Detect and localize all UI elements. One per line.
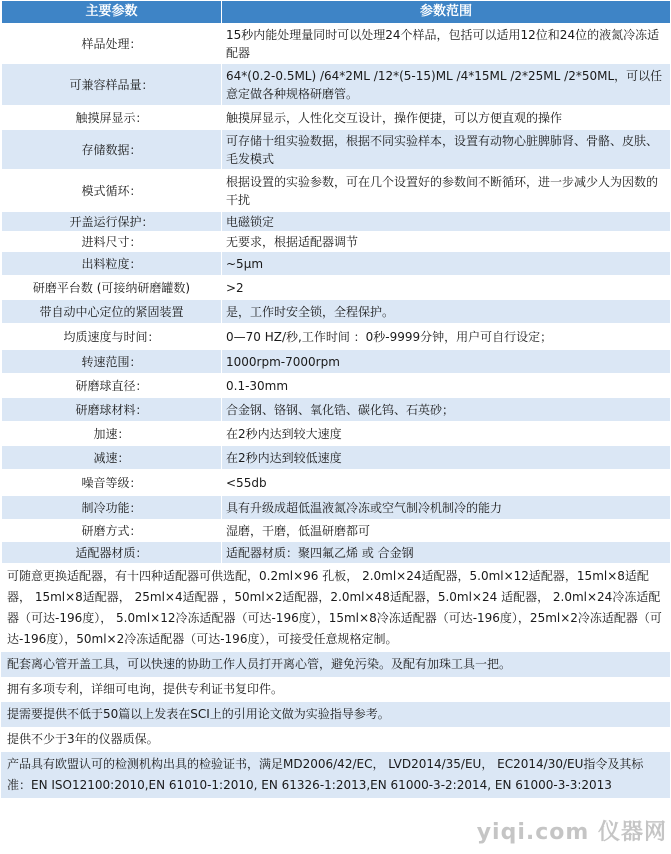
param-name: 研磨平台数 (可接纳研磨罐数) [2, 276, 222, 300]
table-row [2, 324, 671, 350]
param-name: 触摸屏显示： [2, 106, 222, 130]
table-row [2, 106, 671, 130]
table-row [2, 350, 671, 374]
table-row [2, 130, 671, 170]
note-tools: 配套离心管开盖工具，可以快速的协助工作人员打开离心管，避免污染。及配有加珠工具一把。 [1, 652, 670, 677]
param-name: 模式循环： [2, 170, 222, 212]
param-name: 可兼容样品量： [2, 64, 222, 106]
param-name: 开盖运行保护： [2, 212, 222, 232]
param-value: 0—70 HZ/秒,工作时间 ：0秒-9999分钟，用户可自行设定； [222, 324, 671, 350]
table-row [2, 542, 671, 564]
param-value: 触摸屏显示，人性化交互设计，操作便捷，可以方便直观的操作 [222, 106, 671, 130]
param-name: 均质速度与时间： [2, 324, 222, 350]
table-row [2, 170, 671, 212]
table-header-row [2, 1, 671, 24]
table-row [2, 276, 671, 300]
param-name: 研磨球直径： [2, 374, 222, 398]
param-value: 电磁锁定 [222, 212, 671, 232]
note-adapters: 可随意更换适配器，有十四种适配器可供选配，0.2ml×96 孔板， 2.0ml×24适配器，5.0ml×12适配器，15ml×8适配器， 15ml×8适配器， 25ml×4适配器 ，50ml×2适配器，2.0ml×48适配器，5.0ml×24 适配器， 2.0ml×24冷冻适配器（可达-196度）， 5.0ml×12冷冻适配器（可达-196度），15ml×8冷冻适配器（可达-196度），25ml×2冷冻适配器（可达-196度），50ml×2冷冻适配器（可达-196度），可接受任意规格定制。 [1, 564, 670, 652]
param-name: 研磨方式： [2, 520, 222, 542]
param-name: 减速： [2, 446, 222, 470]
table-row [2, 252, 671, 276]
param-value: 是，工作时安全锁，全程保护。 [222, 300, 671, 324]
param-name: 进料尺寸： [2, 232, 222, 252]
param-name: 样品处理： [2, 24, 222, 64]
param-value: ~5μm [222, 252, 671, 276]
param-value: 根据设置的实验参数，可在几个设置好的参数间不断循环，进一步减少人为因数的干扰 [222, 170, 671, 212]
table-row [2, 496, 671, 520]
param-name: 适配器材质： [2, 542, 222, 564]
param-value: >2 [222, 276, 671, 300]
param-value: 无要求，根据适配器调节 [222, 232, 671, 252]
param-name: 加速： [2, 422, 222, 446]
param-name: 噪音等级： [2, 470, 222, 496]
note-references: 提需要提供不低于50篇以上发表在SCI上的引用论文做为实验指导参考。 [1, 702, 670, 727]
table-row [2, 64, 671, 106]
param-name: 带自动中心定位的紧固装置 [2, 300, 222, 324]
table-row [2, 398, 671, 422]
param-value: 在2秒内达到较低速度 [222, 446, 671, 470]
param-value: 适配器材质：聚四氟乙烯 或 合金钢 [222, 542, 671, 564]
param-value: 湿磨，干磨，低温研磨都可 [222, 520, 671, 542]
note-patents: 拥有多项专利，详细可电询，提供专利证书复印件。 [1, 677, 670, 702]
param-name: 转速范围： [2, 350, 222, 374]
param-name: 存储数据： [2, 130, 222, 170]
param-value: <55db [222, 470, 671, 496]
param-name: 制冷功能： [2, 496, 222, 520]
watermark-logo: yiqi.com 仪器网 [476, 820, 667, 845]
table-row [2, 24, 671, 64]
note-certificate: 产品具有欧盟认可的检测机构出具的检验证书，满足MD2006/42/EC， LVD2014/35/EU， EC2014/30/EU指令及其标准：EN ISO12100:2010,EN 61010-1:2010, EN 61326-1:2013,EN 61000-3-2:2014, EN 61000-3-3:2013 [1, 752, 670, 798]
param-value: 1000rpm-7000rpm [222, 350, 671, 374]
param-value: 合金钢、铬钢、氧化锆、碳化钨、石英砂； [222, 398, 671, 422]
param-value: 64*(0.2-0.5ML) /64*2ML /12*(5-15)ML /4*15ML /2*25ML /2*50ML，可以任意定做各种规格研磨管。 [222, 64, 671, 106]
param-name: 出料粒度： [2, 252, 222, 276]
table-row [2, 520, 671, 542]
param-value: 0.1-30mm [222, 374, 671, 398]
param-value: 在2秒内达到较大速度 [222, 422, 671, 446]
table-row [2, 300, 671, 324]
header-param: 主要参数 [2, 1, 222, 24]
table-row [2, 446, 671, 470]
table-row [2, 232, 671, 252]
spec-table [1, 0, 671, 564]
table-row [2, 212, 671, 232]
param-value: 15秒内能处理量同时可以处理24个样品，包括可以适用12位和24位的液氮冷冻适配器 [222, 24, 671, 64]
table-row [2, 374, 671, 398]
param-value: 具有升级成超低温液氮冷冻或空气制冷机制冷的能力 [222, 496, 671, 520]
param-value: 可存储十组实验数据，根据不同实验样本，设置有动物心脏脾肺肾、骨骼、皮肤、毛发模式 [222, 130, 671, 170]
table-row [2, 422, 671, 446]
note-warranty: 提供不少于3年的仪器质保。 [1, 727, 670, 752]
header-range: 参数范围 [222, 1, 671, 24]
table-row [2, 470, 671, 496]
param-name: 研磨球材料： [2, 398, 222, 422]
